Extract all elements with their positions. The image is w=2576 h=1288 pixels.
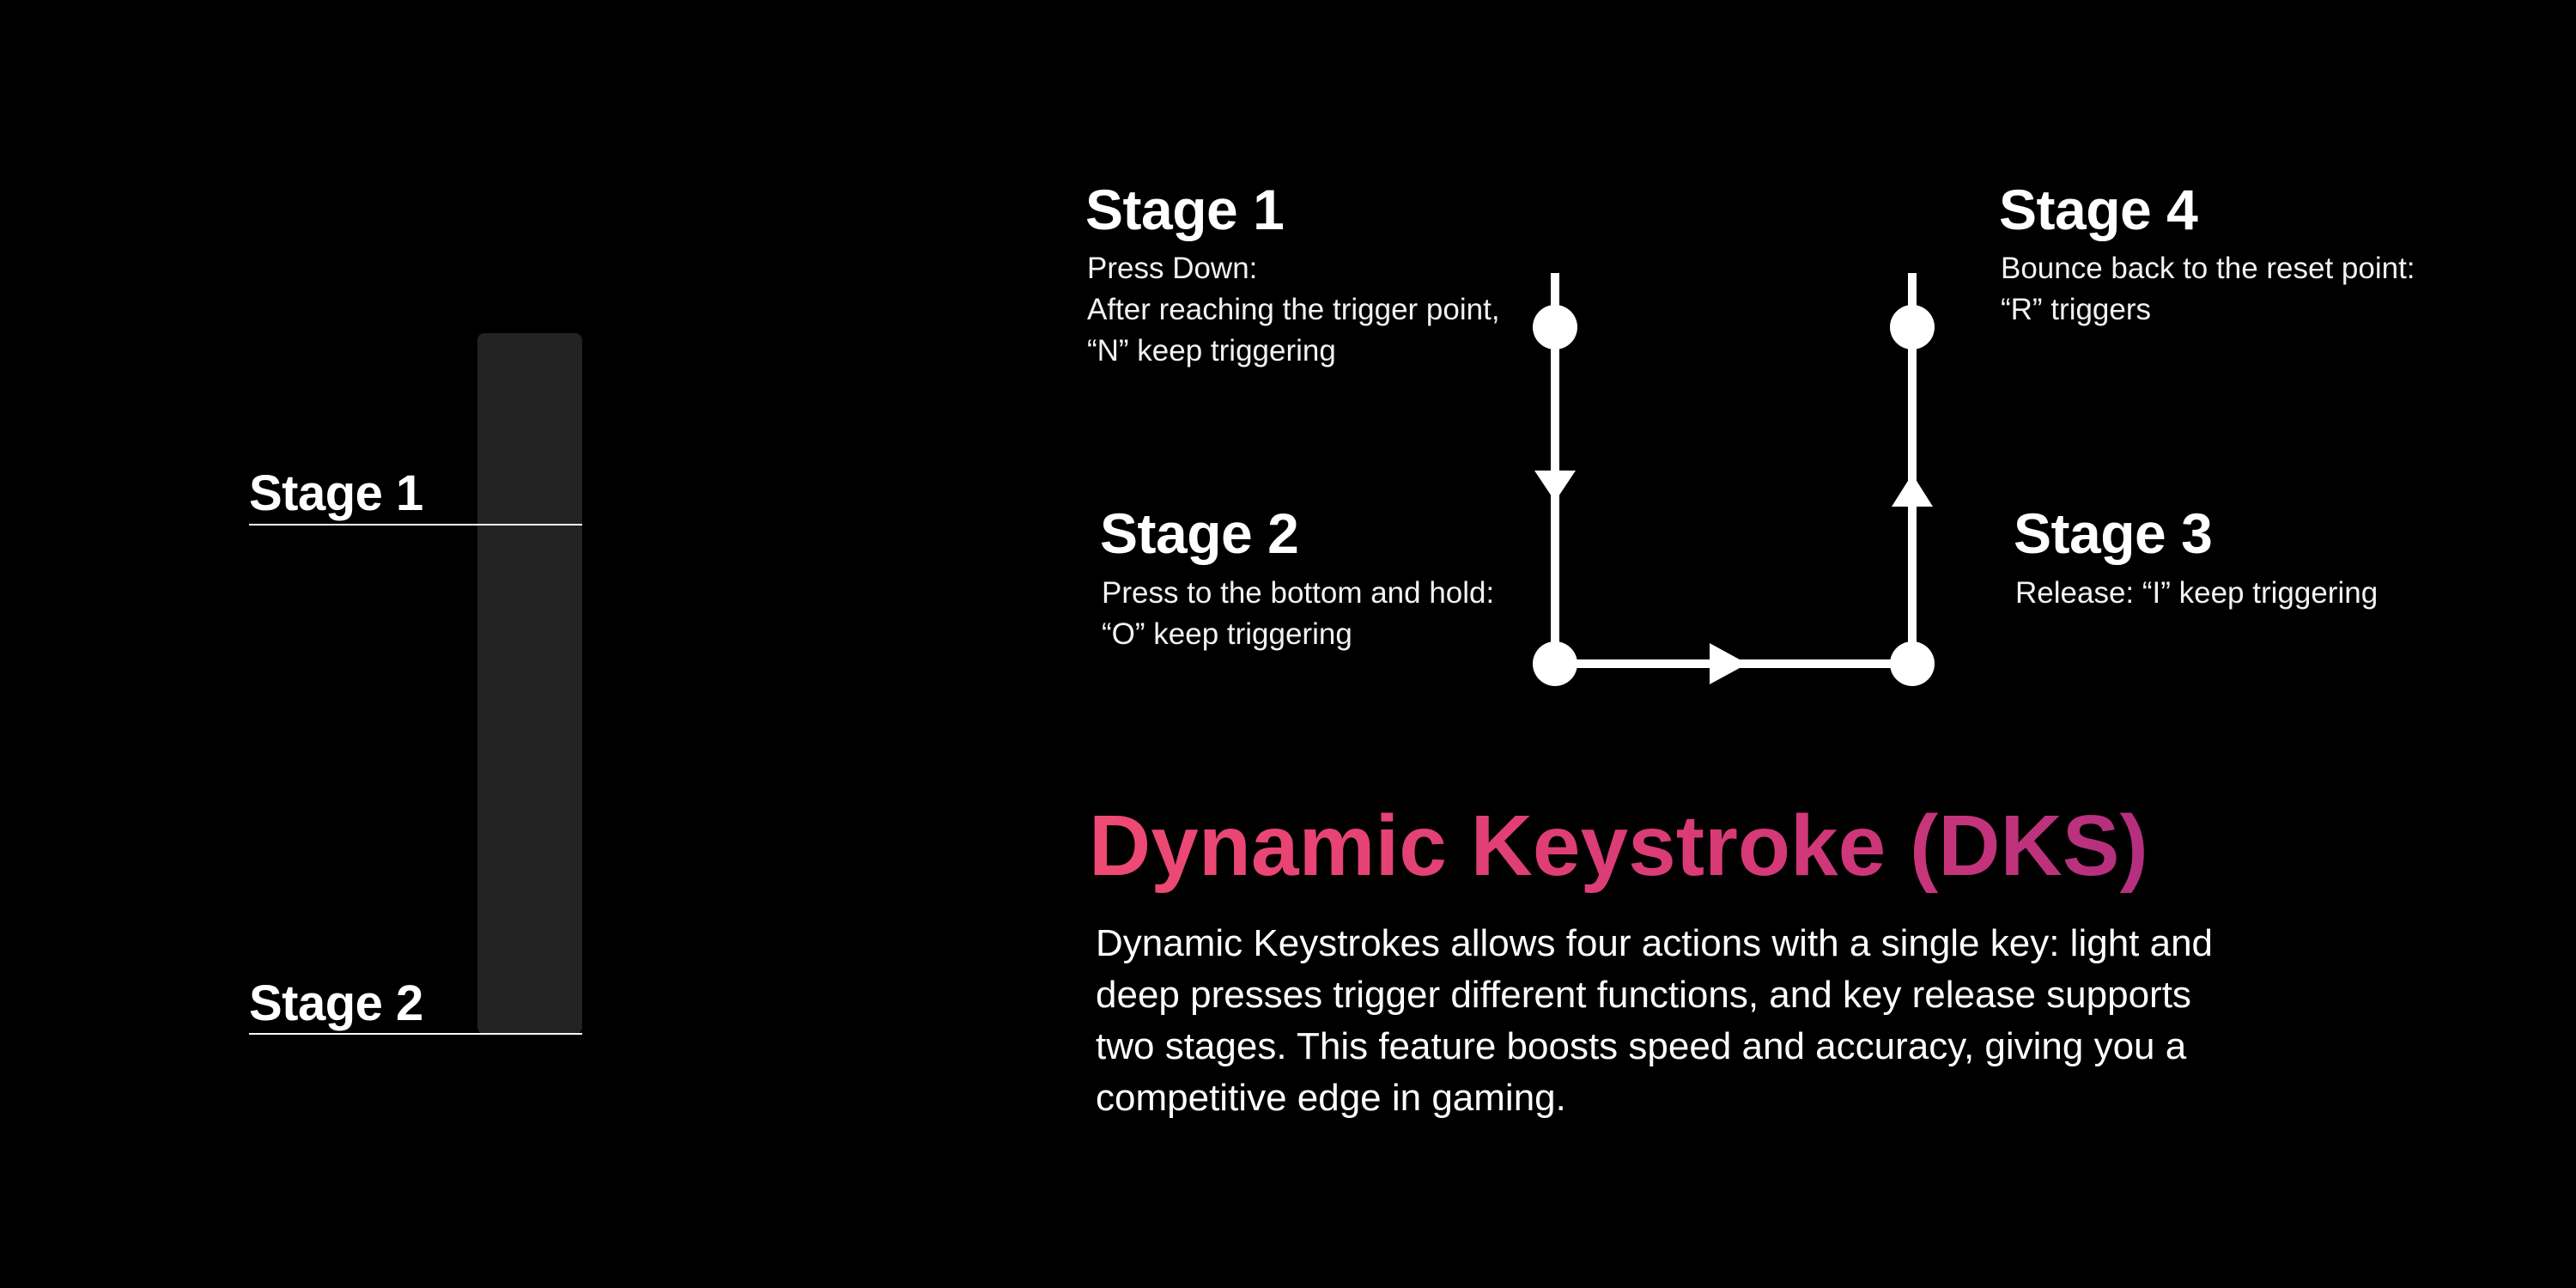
node-stage1 xyxy=(1533,305,1577,349)
arrow-up xyxy=(1892,474,1933,507)
dks-heading: Dynamic Keystroke (DKS) xyxy=(1089,798,2148,894)
stage1-desc-line: “N” keep triggering xyxy=(1087,334,1336,368)
flow-path xyxy=(1555,273,1912,664)
stage3-title: Stage 3 xyxy=(2014,501,2213,565)
stage3-desc-line: Release: “I” keep triggering xyxy=(2015,576,2379,610)
description-line: two stages. This feature boosts speed and accuracy, giving you a xyxy=(1096,1025,2187,1067)
description-line: competitive edge in gaming. xyxy=(1096,1077,1566,1119)
stage3-description xyxy=(2015,573,2378,614)
key-travel-stage1-label: Stage 1 xyxy=(249,465,423,521)
stage2-title: Stage 2 xyxy=(1100,501,1299,565)
stage4-description xyxy=(2001,248,2415,331)
stage4-desc-line: “R” triggers xyxy=(2001,293,2152,326)
description-line: deep presses trigger different functions, and key release supports xyxy=(1096,974,2191,1016)
stage1-title: Stage 1 xyxy=(1085,178,1285,241)
stage2-desc-line: “O” keep triggering xyxy=(1102,617,1352,651)
node-stage4 xyxy=(1890,305,1935,349)
stage1-description xyxy=(1087,248,1500,372)
node-stage3 xyxy=(1890,641,1935,686)
key-travel-stage2-label: Stage 2 xyxy=(249,975,423,1031)
arrow-right xyxy=(1710,643,1747,684)
stage1-desc-line: Press Down: xyxy=(1087,252,1258,285)
stage2-description xyxy=(1102,573,1494,655)
arrow-down xyxy=(1534,471,1576,501)
stage1-desc-line: After reaching the trigger point, xyxy=(1087,293,1500,326)
description-line: Dynamic Keystrokes allows four actions with a single key: light and xyxy=(1096,922,2214,964)
stage4-title: Stage 4 xyxy=(1999,178,2198,241)
dks-description xyxy=(1096,918,2263,1124)
stage4-desc-line: Bounce back to the reset point: xyxy=(2001,252,2415,285)
stage2-desc-line: Press to the bottom and hold: xyxy=(1102,576,1495,610)
node-stage2 xyxy=(1533,641,1577,686)
